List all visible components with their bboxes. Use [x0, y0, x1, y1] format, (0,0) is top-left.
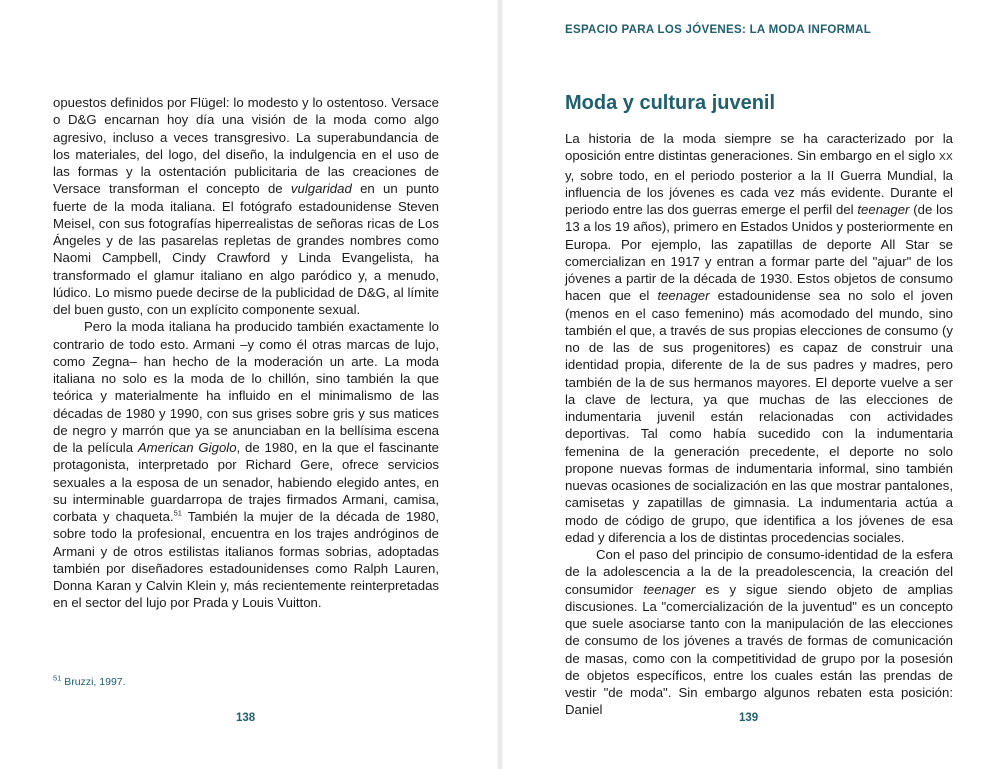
- italic-text: teenager: [657, 288, 710, 304]
- right-page-body-text: [565, 130, 953, 719]
- text-run: , de 1980, en la que el fascinante protagonista, interpretado por Richard Gere, ofrece servicios sexuales a la esposa de un senador, habiendo elegido antes, en su interminable guardarropa de trajes firmados Armani, camisa, corbata y chaqueta.: [53, 440, 440, 524]
- text-run: La historia de la moda siempre se ha caracterizado por la oposición entre distintas generaciones. Sin embargo en el siglo: [565, 131, 953, 164]
- italic-text: teenager: [857, 202, 910, 217]
- section-title: Moda y cultura juvenil: [565, 92, 776, 114]
- paragraph: [53, 94, 439, 318]
- text-run: y, sobre todo, en el periodo posterior a la II Guerra Mundial, la influencia de los jóvenes es cada vez más evidente. Durante el periodo entre las dos guerras emerge el perfil del: [565, 167, 953, 217]
- small-caps-text: XX: [939, 152, 953, 164]
- page-number: 138: [236, 712, 256, 724]
- text-run: estadounidense sea no solo el joven (menos en el caso femenino) más acomodado del mundo, sino también el que, a través de sus propias elecciones de consumo (y no de las de sus progenitores) es capaz de construir una identidad propia, diferente de la de sus padres y madres, pero también de la de sus hermanos mayores. El deporte vuelve a ser la clave de lectura, ya que muchas de las elecciones de indumentaria juvenil están relacionadas con actividades deportivas. Tal como había sucedido con la indumentaria femenina de la generación precedente, el deporte no solo propone nuevas formas de indumentaria informal, sino también nuevas ocasiones de socialización en las que mostrar pantalones, camisetas y zapatillas de gimnasia. La indumentaria actúa a modo de código de grupo, que identifica a los jóvenes de esa edad y diferencia a los de distintas procedencias sociales.: [565, 288, 953, 545]
- italic-text: teenager: [643, 581, 696, 597]
- text-run: Pero la moda italiana ha producido también exactamente lo contrario de todo esto. Armani –y como él otras marcas de lujo, como Zegna– han hecho de la moderación un arte. La moda italiana no solo es la moda de lo chillón, sino también la que teórica y materialmente ha influido en el minimalismo de las décadas de 1980 y 1990, con sus grises sobre gris y sus matices de negro y marrón que ya se anunciaban en la bellísima escena de la película: [53, 319, 439, 455]
- italic-text: American Gigolo: [137, 440, 237, 455]
- italic-text: vulgaridad: [290, 181, 352, 197]
- text-run: Con el paso del principio de consumo-identidad de la esfera de la adolescencia a la de la preadolescencia, la creación del consumidor: [565, 547, 953, 597]
- text-run: en un punto fuerte de la moda italiana. El fotógrafo estadounidense Steven Meisel, con sus fotografías hiperrealistas de señoras ricas de Los Ángeles y de las pasarelas repletas de grandes nombres como Naomi Campbell, Cindy Crawford y Linda Evangelista, ha transformado el glamur italiano en algo paródico y, a menudo, lúdico. Lo mismo puede decirse de la publicidad de D&G, al límite del buen gusto, con un explícito componente sexual.: [53, 181, 439, 317]
- footnote-text: Bruzzi, 1997.: [61, 676, 126, 688]
- paragraph: [53, 318, 439, 611]
- running-head: ESPACIO PARA LOS JÓVENES: LA MODA INFORMAL: [565, 24, 872, 36]
- page-number: 139: [739, 712, 759, 724]
- footnote: [53, 673, 126, 688]
- text-run: es y sigue siendo objeto de amplias discusiones. La "comercialización de la juventud" es un concepto que suele asociarse tanto con la manipulación de las elecciones de consumo de los jóvenes a través de formas de comunicación de masas, como con la competitividad de grupo por la posesión de objetos específicos, entre los cuales están las prendas de vestir "de moda". Sin embargo algunos rebaten esta posición: Daniel: [565, 581, 953, 718]
- footnote-reference: 51: [173, 508, 182, 518]
- paragraph: [565, 546, 953, 719]
- text-run: opuestos definidos por Flügel: lo modesto y lo ostentoso. Versace o D&G encarnan hoy día una visión de la moda como algo agresivo, incluso a veces transgresivo. La superabundancia de los materiales, del logo, del diseño, la indulgencia en el uso de las formas y la ostentación publicitaria de las creaciones de Versace transforman el concepto de: [53, 95, 439, 197]
- paragraph: [565, 130, 953, 546]
- left-page-body-text: [53, 94, 439, 612]
- footnote-mark: 51: [53, 673, 62, 683]
- text-run: (de los 13 a los 19 años), primero en Estados Unidos y posteriormente en Europa. Por ejemplo, las zapatillas de deporte All Star se comercializan en 1917 y entran a formar parte del "ajuar" de los jóvenes a partir de la década de 1930. Estos objetos de consumo hacen que el: [565, 202, 954, 304]
- text-run: También la mujer de la década de 1980, sobre todo la profesional, encuentra en los trajes andróginos de Armani y de otros estilistas italianos formas sobrias, adoptadas también por diseñadores estadounidenses como Ralph Lauren, Donna Karan y Calvin Klein y, más recientemente reinterpretadas en el sector del lujo por Prada y Louis Vuitton.: [53, 509, 439, 611]
- right-page: [500, 0, 1000, 769]
